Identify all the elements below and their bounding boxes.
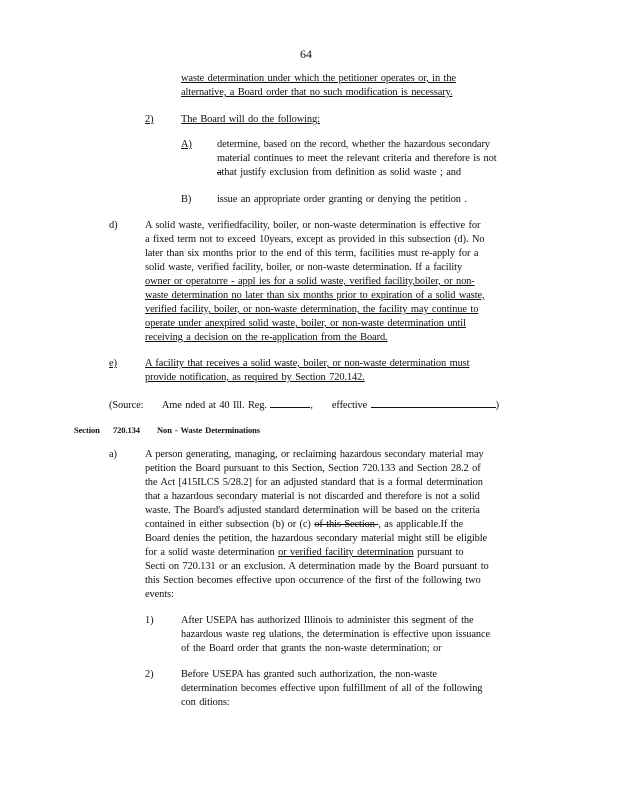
item-2A-label: A)	[181, 139, 192, 150]
sec-a-line-6	[145, 518, 463, 532]
source-amended: Ame nded at 40 Ill. Reg.	[161, 400, 267, 411]
sub-2-line-3: con ditions:	[181, 697, 230, 708]
continuation-line-1: waste determination under which the petitioner operates or, in the	[181, 73, 456, 84]
item-e-label: e)	[109, 358, 117, 369]
sec-a-line-9: Secti on 720.131 or an exclusion. A determination made by the Board pursuant to	[145, 561, 489, 572]
item-2-text: The Board will do the following:	[181, 114, 320, 125]
register-blank	[270, 397, 310, 408]
item-2B-label: B)	[181, 194, 192, 205]
sec-a-line-11: events:	[145, 589, 174, 600]
sub-1-label: 1)	[145, 615, 154, 626]
struck-word: a	[217, 167, 222, 178]
sub-1-line-2: hazardous waste reg ulations, the determination is effective upon issuance	[181, 629, 490, 640]
item-2A-line-1: determine, based on the record, whether the hazardous secondary	[217, 139, 490, 150]
sec-a-label: a)	[109, 449, 117, 460]
item-d-label: d)	[109, 220, 118, 231]
source-close: )	[495, 400, 500, 411]
item-2A-line-3	[217, 166, 461, 180]
item-2A-line-2: material continues to meet the relevant criteria and therefore is not	[217, 153, 497, 164]
sub-1-line-3: of the Board order that grants the non-waste determination; or	[181, 643, 442, 654]
item-d-line-4: solid waste, verified facility, boiler, or non-waste determination. If a facility	[145, 262, 463, 273]
sec-a-line-8-b: pursuant to	[413, 547, 464, 558]
sec-a-line-6-b: , as applicable.If the	[378, 519, 464, 530]
item-d-line-2: a fixed term not to exceed 10years, except as provided in this subsection (d). No	[145, 234, 485, 245]
sec-a-line-3: the Act [415ILCS 5/28.2] for an adjusted standard that is a formal determination	[145, 477, 483, 488]
item-2B-text: issue an appropriate order granting or denying the petition .	[217, 194, 467, 205]
item-d-line-9: receiving a decision on the re-application from the Board.	[145, 332, 388, 343]
sec-a-line-1: A person generating, managing, or reclaiming hazardous secondary material may	[145, 449, 484, 460]
struck-phrase: of this Section	[314, 519, 379, 530]
sec-a-line-5: waste. The Board's adjusted standard determination will be based on the criteria	[145, 505, 480, 516]
sec-a-line-4: that a hazardous secondary material is not discarded and therefore is not a solid	[145, 491, 480, 502]
item-2-label: 2)	[145, 114, 154, 125]
sec-a-line-7: Board denies the petition, the hazardous secondary material might still be eligible	[145, 533, 488, 544]
sub-1-line-1: After USEPA has authorized Illinois to administer this segment of the	[181, 615, 474, 626]
item-d-line-8: operate under anexpired solid waste, boiler, or non-waste determination until	[145, 318, 466, 329]
effective-date-blank	[371, 397, 496, 408]
source-note	[109, 397, 499, 413]
sub-2-line-1: Before USEPA has granted such authorization, the non-waste	[181, 669, 437, 680]
item-d-line-5: owner or operatorre - appl ies for a solid waste, verified facility,boiler, or non-	[145, 276, 475, 287]
sub-2-label: 2)	[145, 669, 154, 680]
item-d-line-6: waste determination no later than six months prior to expiration of a solid waste,	[145, 290, 485, 301]
sec-a-line-8-a: for a solid waste determination	[145, 547, 279, 558]
section-number: 720.134	[113, 425, 140, 435]
sec-a-line-6-a: contained in either subsection (b) or (c)	[145, 519, 315, 530]
item-d-line-1: A solid waste, verifiedfacility, boiler, or non-waste determination is effective for	[145, 220, 481, 231]
section-label: Section	[74, 425, 100, 435]
section-title: Non - Waste Determinations	[157, 425, 260, 435]
item-d-line-3: later than six months prior to the end of this term, facilities must re-apply for a	[145, 248, 479, 259]
source-prefix: (Source:	[109, 400, 144, 411]
sec-a-line-10: this Section becomes effective upon occurrence of the first of the following two	[145, 575, 481, 586]
sub-2-line-2: determination becomes effective upon fulfillment of all of the following	[181, 683, 483, 694]
page-number: 64	[300, 47, 312, 61]
inserted-phrase: or verified facility determination	[278, 547, 414, 558]
item-2A-line-3-text: that justify exclusion from definition as solid waste ; and	[221, 167, 461, 178]
sec-a-line-2: petition the Board pursuant to this Section, Section 720.133 and Section 28.2 of	[145, 463, 481, 474]
source-comma: ,	[310, 400, 313, 411]
source-effective: effective	[331, 400, 368, 411]
item-e-line-1: A facility that receives a solid waste, boiler, or non-waste determination must	[145, 358, 470, 369]
item-e-line-2: provide notification, as required by Section 720.142.	[145, 372, 365, 383]
continuation-line-2: alternative, a Board order that no such modification is necessary.	[181, 87, 453, 98]
sec-a-line-8	[145, 546, 463, 560]
item-d-line-7: verified facility, boiler, or non-waste determination, the facility may continue to	[145, 304, 479, 315]
